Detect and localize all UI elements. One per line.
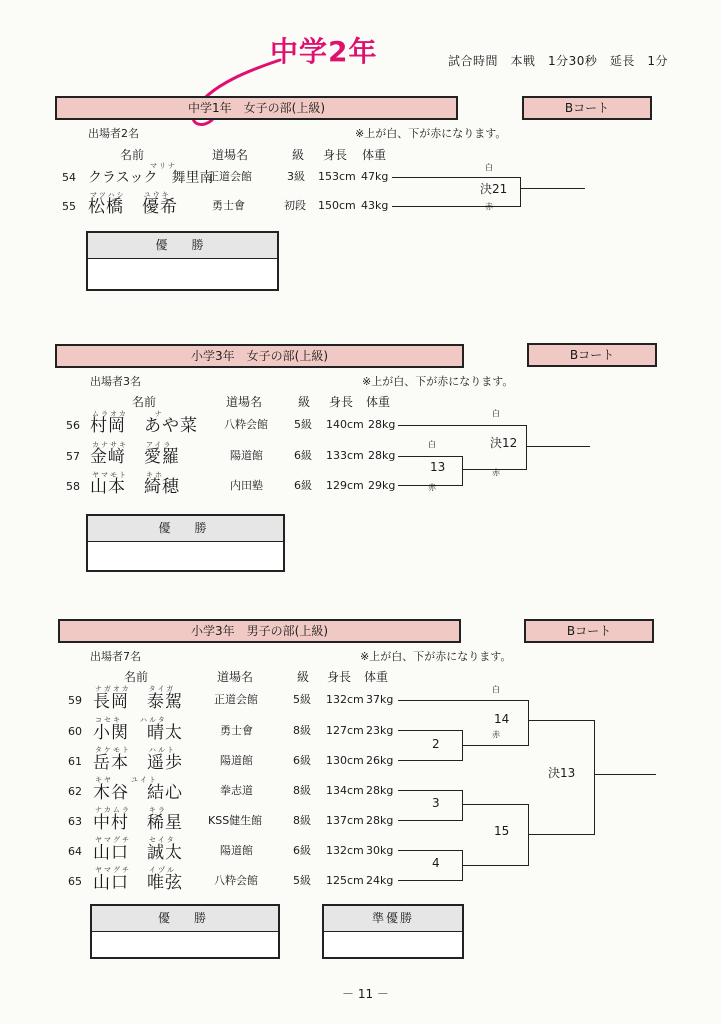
- row-number: 59: [68, 694, 82, 707]
- section-title-jhs1-girls: 中学1年 女子の部(上級): [55, 96, 458, 120]
- match-number: 15: [494, 824, 510, 838]
- col-header-dojo: 道場名: [226, 395, 263, 409]
- grade: 6級: [293, 844, 311, 857]
- competitor-name: 山口 唯弦: [93, 873, 183, 893]
- height: 153cm: [318, 170, 356, 183]
- color-note: ※上が白、下が赤になります。: [360, 650, 512, 663]
- red-label: 赤: [428, 483, 436, 492]
- competitor-name: 山本 綺穂: [90, 477, 180, 497]
- grade: 8級: [293, 724, 311, 737]
- height: 127cm: [326, 724, 364, 737]
- bracket-line: [528, 804, 529, 866]
- height: 150cm: [318, 199, 356, 212]
- bracket-line: [462, 865, 528, 866]
- height: 137cm: [326, 814, 364, 827]
- dojo-name: 陽道館: [220, 844, 253, 857]
- bracket-line: [528, 834, 594, 835]
- name-ruby: ムラオカ ナ: [92, 410, 164, 418]
- col-header-name: 名前: [120, 148, 145, 162]
- bracket-line: [398, 425, 526, 426]
- bracket-line: [594, 720, 595, 835]
- competitor-name: 木谷 結心: [93, 783, 183, 803]
- col-header-height: 身長: [329, 395, 354, 409]
- dojo-name: 正道会館: [208, 170, 252, 183]
- grade: 5級: [293, 693, 311, 706]
- competitor-name: クラスック 舞里南: [88, 170, 214, 186]
- height: 130cm: [326, 754, 364, 767]
- dojo-name: 八粋会館: [224, 418, 268, 431]
- bracket-line: [526, 446, 590, 447]
- bracket-line: [398, 700, 528, 701]
- bracket-line: [462, 456, 463, 486]
- competitor-name: 山口 誠太: [93, 843, 183, 863]
- bracket-line: [398, 790, 462, 791]
- final-match-label: 決13: [548, 766, 576, 780]
- participant-count: 出場者3名: [90, 375, 141, 388]
- color-note: ※上が白、下が赤になります。: [355, 127, 507, 140]
- row-number: 57: [66, 450, 80, 463]
- grade: 3級: [287, 170, 305, 183]
- bracket-line: [398, 456, 462, 457]
- grade: 6級: [293, 754, 311, 767]
- col-header-height: 身長: [327, 670, 352, 684]
- bracket-line: [398, 760, 462, 761]
- bracket-line: [398, 850, 462, 851]
- col-header-height: 身長: [323, 148, 348, 162]
- grade: 5級: [294, 418, 312, 431]
- grade: 6級: [294, 449, 312, 462]
- row-number: 64: [68, 845, 82, 858]
- red-label: 赤: [485, 202, 493, 211]
- grade: 初段: [284, 199, 306, 212]
- name-ruby: マリナ: [150, 162, 177, 170]
- height: 125cm: [326, 874, 364, 887]
- bracket-line: [398, 730, 462, 731]
- final-match-label: 決12: [490, 436, 518, 450]
- competitor-name: 中村 稀星: [93, 813, 183, 833]
- winner-box: [86, 514, 285, 572]
- weight: 30kg: [366, 844, 394, 857]
- col-header-name: 名前: [132, 395, 157, 409]
- weight: 43kg: [361, 199, 389, 212]
- white-label: 白: [485, 163, 493, 172]
- competitor-name: 松橋 優希: [88, 197, 178, 217]
- final-match-label: 決21: [480, 182, 508, 196]
- name-ruby: ヤマグチ セイタ: [95, 836, 176, 844]
- bracket-line: [462, 745, 528, 746]
- col-header-weight: 体重: [362, 148, 387, 162]
- court-label: Bコート: [527, 343, 657, 367]
- bracket-line: [392, 206, 520, 207]
- dojo-name: 陽道館: [220, 754, 253, 767]
- weight: 28kg: [366, 784, 394, 797]
- row-number: 65: [68, 875, 82, 888]
- weight: 37kg: [366, 693, 394, 706]
- col-header-dojo: 道場名: [212, 148, 249, 162]
- court-label: Bコート: [524, 619, 654, 643]
- match-number: 13: [430, 460, 446, 474]
- competitor-name: 村岡 あや菜: [90, 416, 198, 436]
- red-label: 赤: [492, 730, 500, 739]
- page-number: － 11 －: [342, 987, 389, 1001]
- name-ruby: ナカムラ キラ: [95, 806, 167, 814]
- competitor-name: 小関 晴太: [93, 723, 183, 743]
- white-label: 白: [492, 409, 500, 418]
- grade: 8級: [293, 784, 311, 797]
- dojo-name: 陽道館: [230, 449, 263, 462]
- bracket-line: [462, 790, 463, 821]
- weight: 29kg: [368, 479, 396, 492]
- weight: 24kg: [366, 874, 394, 887]
- bracket-line: [462, 804, 528, 805]
- grade: 8級: [293, 814, 311, 827]
- weight: 28kg: [368, 449, 396, 462]
- red-label: 赤: [492, 468, 500, 477]
- row-number: 63: [68, 815, 82, 828]
- grade: 5級: [293, 874, 311, 887]
- row-number: 60: [68, 725, 82, 738]
- dojo-name: 八粋会館: [214, 874, 258, 887]
- dojo-name: 勇士會: [220, 724, 253, 737]
- match-number: 3: [432, 796, 440, 810]
- weight: 23kg: [366, 724, 394, 737]
- handwritten-note: 中学2年: [270, 35, 378, 68]
- col-header-grade: 級: [292, 148, 305, 162]
- dojo-name: 勇士會: [212, 199, 245, 212]
- height: 134cm: [326, 784, 364, 797]
- height: 129cm: [326, 479, 364, 492]
- col-header-name: 名前: [124, 670, 149, 684]
- row-number: 58: [66, 480, 80, 493]
- name-ruby: コセキ ハルタ: [95, 716, 167, 724]
- weight: 26kg: [366, 754, 394, 767]
- col-header-grade: 級: [298, 395, 311, 409]
- col-header-dojo: 道場名: [217, 670, 254, 684]
- competitor-name: 岳本 遥歩: [93, 753, 183, 773]
- row-number: 55: [62, 200, 76, 213]
- height: 132cm: [326, 844, 364, 857]
- white-label: 白: [428, 440, 436, 449]
- name-ruby: ナガオカ タイガ: [95, 685, 176, 693]
- winner-box-label: 優 勝: [88, 233, 277, 259]
- dojo-name: 正道会館: [214, 693, 258, 706]
- winner-box-label: 優 勝: [92, 906, 278, 932]
- row-number: 62: [68, 785, 82, 798]
- col-header-weight: 体重: [366, 395, 391, 409]
- row-number: 54: [62, 171, 76, 184]
- runner-up-box: [322, 904, 464, 959]
- competitor-name: 金﨑 愛羅: [90, 447, 180, 467]
- dojo-name: 内田塾: [230, 479, 263, 492]
- height: 133cm: [326, 449, 364, 462]
- bracket-line: [528, 720, 594, 721]
- height: 140cm: [326, 418, 364, 431]
- col-header-grade: 級: [297, 670, 310, 684]
- participant-count: 出場者2名: [88, 127, 139, 140]
- runner-up-box-label: 準優勝: [324, 906, 462, 932]
- match-number: 4: [432, 856, 440, 870]
- weight: 28kg: [366, 814, 394, 827]
- col-header-weight: 体重: [364, 670, 389, 684]
- dojo-name: 拳志道: [220, 784, 253, 797]
- bracket-line: [392, 177, 520, 178]
- handwritten-stroke: [180, 50, 300, 135]
- court-label: Bコート: [522, 96, 652, 120]
- height: 132cm: [326, 693, 364, 706]
- name-ruby: ヤマグチ イヅル: [95, 866, 176, 874]
- participant-count: 出場者7名: [90, 650, 141, 663]
- competitor-name: 長岡 泰駕: [93, 692, 183, 712]
- name-ruby: ヤマモト キホ: [92, 471, 164, 479]
- white-label: 白: [492, 685, 500, 694]
- match-number: 14: [494, 712, 510, 726]
- color-note: ※上が白、下が赤になります。: [362, 375, 514, 388]
- winner-box-label: 優 勝: [88, 516, 283, 542]
- section-title-es3-girls: 小学3年 女子の部(上級): [55, 344, 464, 368]
- dojo-name: KSS健生館: [208, 814, 263, 827]
- match-number: 2: [432, 737, 440, 751]
- winner-box: [90, 904, 280, 959]
- name-ruby: カナサキ アイラ: [92, 441, 173, 449]
- bracket-line: [398, 820, 462, 821]
- weight: 28kg: [368, 418, 396, 431]
- name-ruby: キヤ ユイト: [95, 776, 158, 784]
- bracket-line: [594, 774, 656, 775]
- bracket-line: [528, 700, 529, 746]
- row-number: 61: [68, 755, 82, 768]
- row-number: 56: [66, 419, 80, 432]
- grade: 6級: [294, 479, 312, 492]
- bracket-line: [520, 188, 585, 189]
- bracket-line: [526, 425, 527, 470]
- name-ruby: タケモト ハルト: [95, 746, 176, 754]
- winner-box: [86, 231, 279, 291]
- match-time-info: 試合時間 本戦 1分30秒 延長 1分: [448, 54, 669, 68]
- bracket-line: [398, 880, 462, 881]
- bracket-line: [520, 177, 521, 207]
- section-title-es3-boys: 小学3年 男子の部(上級): [58, 619, 461, 643]
- name-ruby: マツハシ ユウキ: [90, 191, 171, 199]
- weight: 47kg: [361, 170, 389, 183]
